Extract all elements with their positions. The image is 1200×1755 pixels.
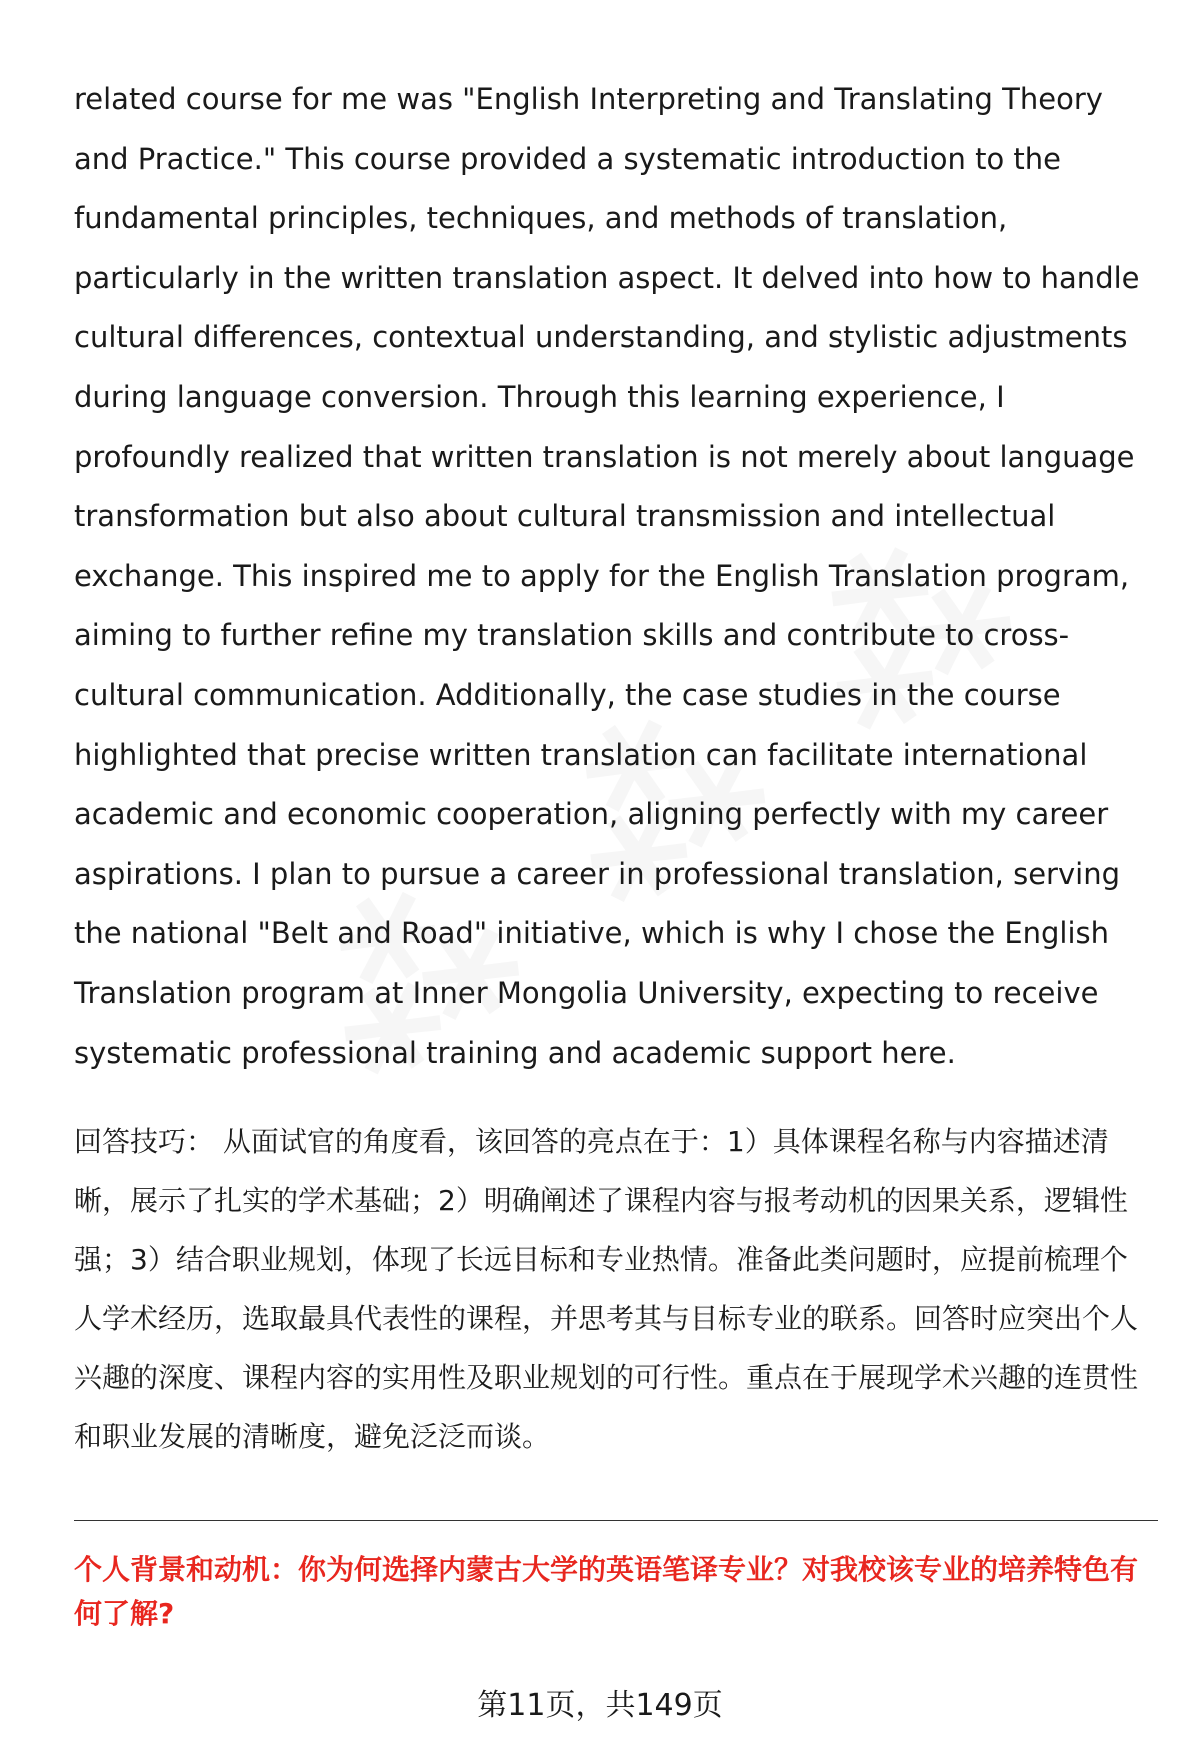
answer-tips-paragraph: 回答技巧： 从面试官的角度看，该回答的亮点在于：1）具体课程名称与内容描述清晰，展示了扎实的学术基础；2）明确阐述了课程内容与报考动机的因果关系，逻辑性强；3）结合职业规划，体现了长远目标和专业热情。准备此类问题时，应提前梳理个人学术经历，选取最具代表性的课程，并思考其与目标专业的联系。回答时应突出个人兴趣的深度、课程内容的实用性及职业规划的可行性。重点在于展现学术兴趣的连贯性和职业发展的清晰度，避免泛泛而谈。: [74, 1125, 1139, 1453]
page-number-footer: 第11页，共149页: [477, 1688, 723, 1723]
next-question-heading: 个人背景和动机：你为何选择内蒙古大学的英语笔译专业？对我校该专业的培养特色有何了解?: [74, 1553, 1139, 1630]
answer-body-text: related course for me was "English Interpreting and Translating Theory and Practice." This course provided a systematic introduction to the fundamental principles, techniques, and methods of translation, particularly in the written translation aspect. It delved into how to handle cultural differences, contextual understanding, and stylistic adjustments during language conversion. Through this learning experience, I profoundly realized that written translation is not merely about language transformation but also about cultural transmission and intellectual exchange. This inspired me to apply for the English Translation program, aiming to further refine my translation skills and contribute to cross-cultural communication. Additionally, the case studies in the course highlighted that precise written translation can facilitate international academic and economic cooperation, aligning perfectly with my career aspirations. I plan to pursue a career in professional translation, serving the national "Belt and Road" initiative, which is why I chose the English Translation program at Inner Mongolia University, expecting to receive systematic professional training and academic support here.: [74, 82, 1140, 1070]
section-divider: [74, 1520, 1158, 1521]
